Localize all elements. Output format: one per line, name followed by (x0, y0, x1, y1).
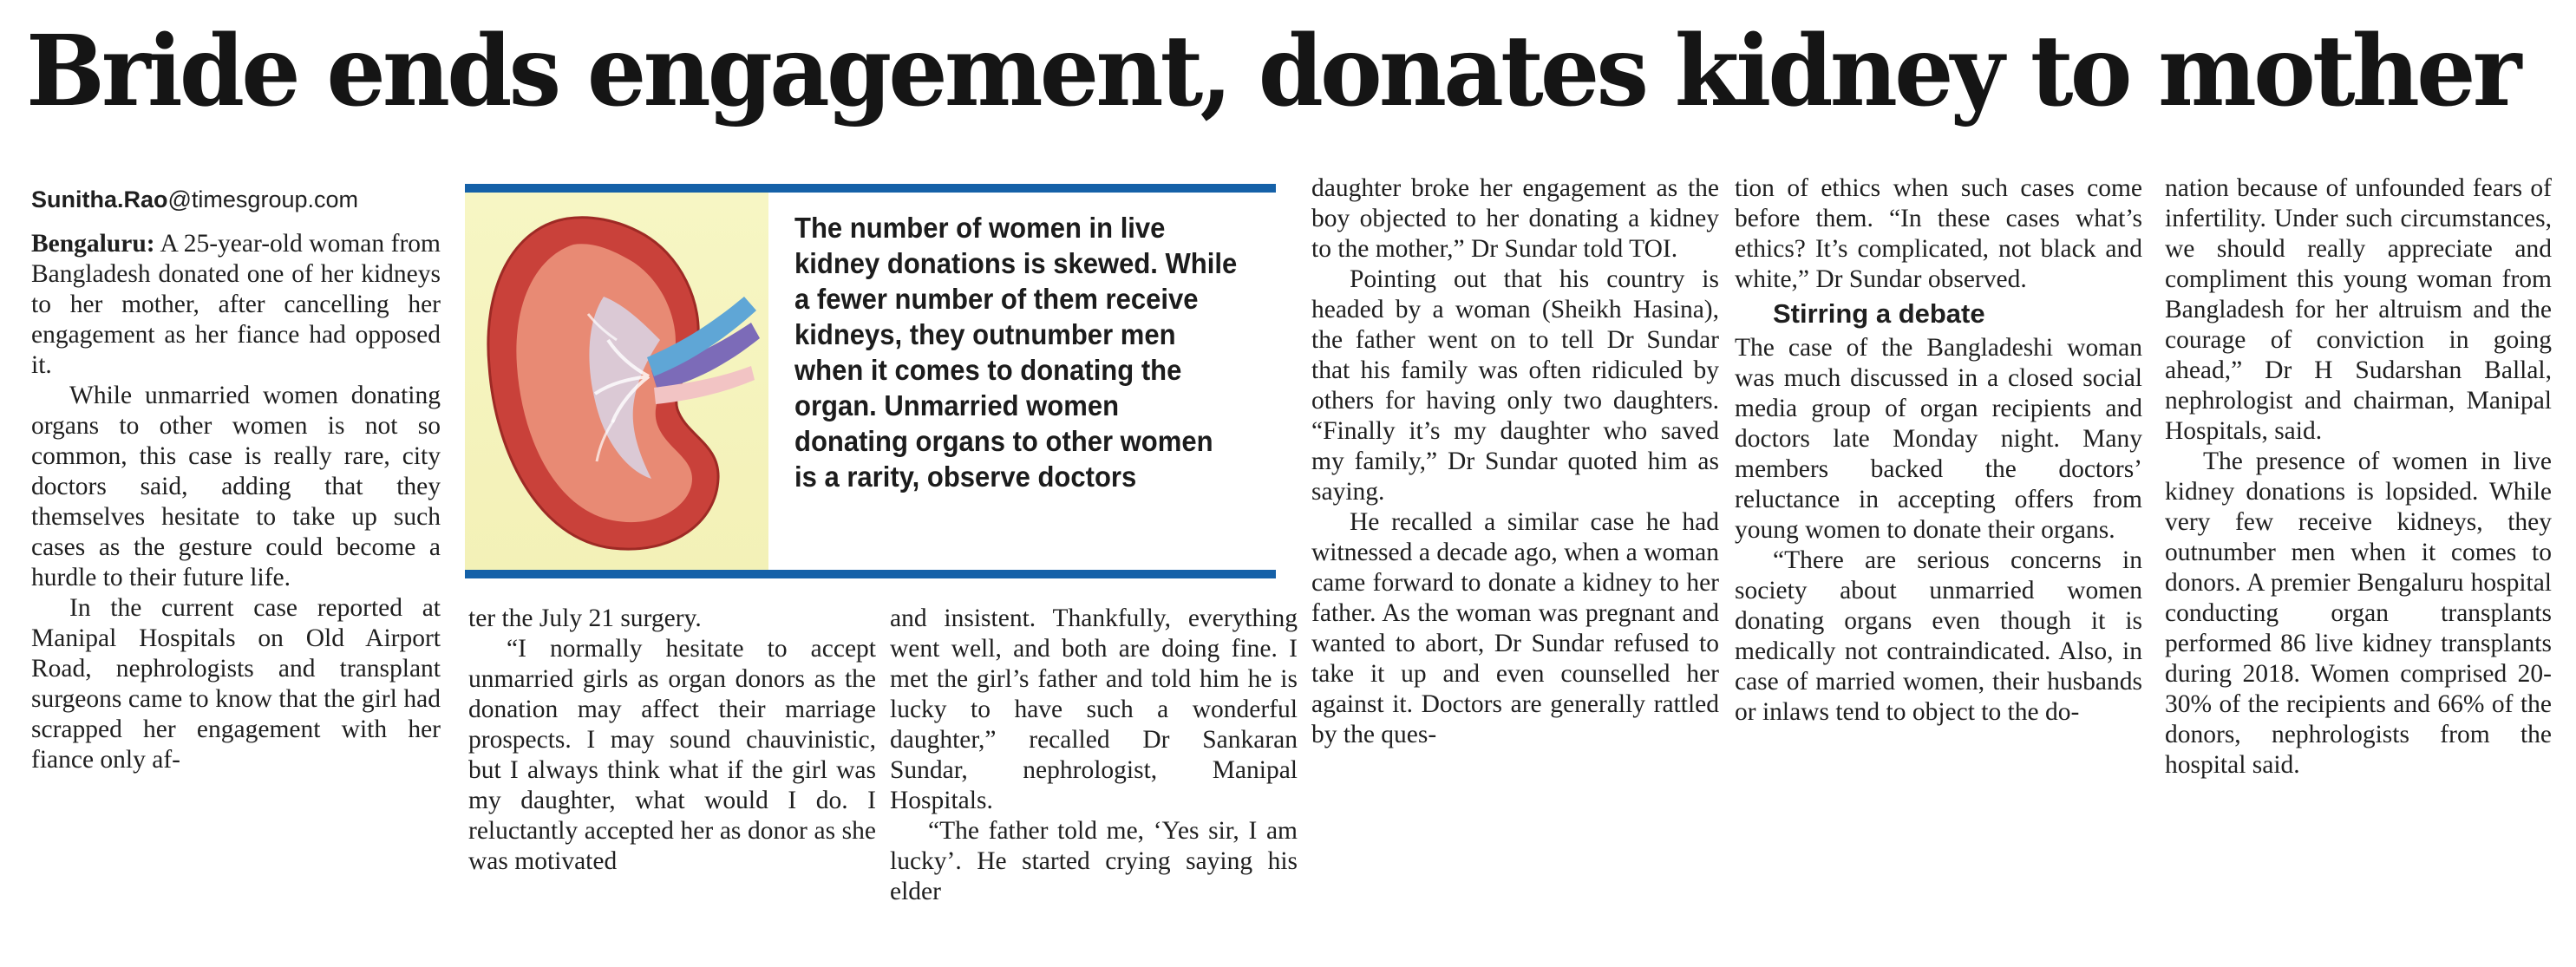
paragraph-text: A 25-year-old woman from Bangladesh donated one of her kidneys to her mother, after cancelling her engagement as her fiance had opposed it. (31, 230, 441, 379)
article-column-1 (31, 184, 441, 775)
paragraph: and insistent. Thankfully, everything went well, and both are doing fine. I met the girl’s father and told him he is lucky to have such a wonderful daughter,” recalled Dr Sankaran Sundar, nephrologist, Manipal Hospitals. (890, 604, 1298, 814)
paragraph: He recalled a similar case he had witnessed a decade ago, when a woman came forward to donate a kidney to her father. As the woman was pregnant and wanted to abort, Dr Sundar refused to take it up and even counselled her against it. Doctors are generally rattled by the ques- (1311, 508, 1719, 748)
article-column-6 (2165, 173, 2552, 781)
kidney-illustration-panel (465, 193, 768, 570)
byline (31, 184, 441, 215)
article-column-4 (1311, 173, 1719, 750)
paragraph: nation because of unfounded fears of infertility. Under such circumstances, we should really appreciate and compliment this young woman from Bangladesh for her altruism and the courage of conviction in going ahead,” Dr H Sudarshan Ballal, nephrologist and chairman, Manipal Hospitals, said. (2165, 174, 2552, 445)
article-column-5 (1735, 173, 2142, 728)
paragraph: “I normally hesitate to accept unmarried girls as organ donors as the donation may affect their marriage prospects. I may sound chauvinistic, but I always think what if the girl was my daughter, what would I do. I reluctantly accepted her as donor as she was motivated (468, 635, 876, 875)
dateline: Bengaluru: (31, 230, 155, 258)
paragraph: ter the July 21 surgery. (468, 604, 702, 632)
pull-quote-text: The number of women in live kidney donations is skewed. While a fewer number of them receive kidneys, they outnumber men when it comes to donating the organ. Unmarried women donating organs to other women is a rarity, observe doctors (794, 212, 1238, 493)
paragraph (31, 229, 441, 381)
byline-domain: @timesgroup.com (167, 186, 358, 212)
paragraph: The case of the Bangladeshi woman was much discussed in a closed social media group of organ recipients and doctors late Monday night. Many members backed the doctors’ reluctance in accepting offers from young women to donate their organs. (1735, 334, 2142, 544)
paragraph: “The father told me, ‘Yes sir, I am lucky’. He started crying saying his elder (890, 817, 1298, 905)
paragraph: tion of ethics when such cases come before them. “In these cases what’s ethics? It’s complicated, not black and white,” Dr Sundar observed. (1735, 174, 2142, 293)
paragraph: daughter broke her engagement as the boy objected to her donating a kidney to the mother,” Dr Sundar told TOI. (1311, 174, 1719, 263)
pull-quote-box (465, 184, 1276, 578)
headline: Bride ends engagement, donates kidney to mother (26, 15, 2519, 128)
kidney-icon (465, 193, 768, 570)
paragraph: “There are serious concerns in society about unmarried women donating organs even though it is medically not contraindicated. Also, in case of married women, their husbands or inlaws tend to object to the do- (1735, 546, 2142, 726)
subhead: Stirring a debate (1773, 298, 1985, 329)
article-column-3 (890, 604, 1298, 907)
byline-name: Sunitha.Rao (31, 186, 168, 212)
article-column-2 (468, 604, 876, 877)
paragraph: In the current case reported at Manipal Hospitals on Old Airport Road, nephrologists and transplant surgeons came to know that the girl had scrapped her engagement with her fiance only af- (31, 594, 441, 774)
paragraph: Pointing out that his country is headed by a woman (Sheikh Hasina), the father went on to tell Dr Sundar that his family was often ridiculed by others for having only two daughters. “Finally it’s my daughter who saved my family,” Dr Sundar quoted him as saying. (1311, 265, 1719, 506)
paragraph: While unmarried women donating organs to other women is not so common, this case is really rare, city doctors said, adding that they themselves hesitate to take up such cases as the gesture could become a hurdle to their future life. (31, 382, 441, 591)
paragraph: The presence of women in live kidney donations is lopsided. While very few receive kidneys, they outnumber men when it comes to donors. A premier Bengaluru hospital conducting organ transplants performed 86 live kidney transplants during 2018. Women comprised 20-30% of the recipients and 66% of the donors, nephrologists from the hospital said. (2165, 448, 2552, 779)
